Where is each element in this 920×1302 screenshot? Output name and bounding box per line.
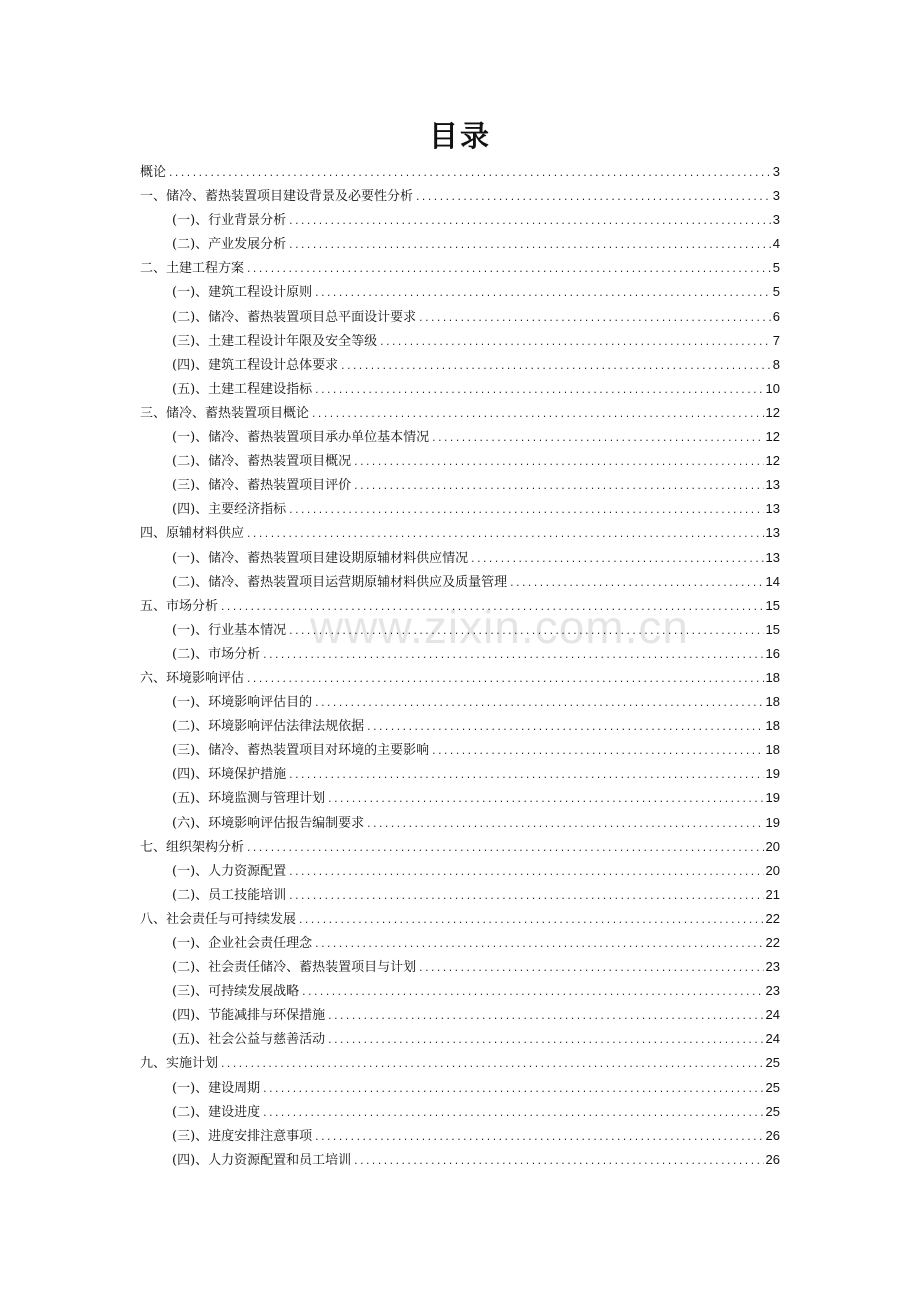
toc-entry-label: (四)、建筑工程设计总体要求 <box>172 357 339 373</box>
toc-entry-page-number: 10 <box>765 380 780 396</box>
toc-entry-label: (三)、储冷、蓄热装置项目对环境的主要影响 <box>172 743 430 759</box>
toc-entry-label: (三)、土建工程设计年限及安全等级 <box>172 333 378 349</box>
dot-leader <box>340 355 771 379</box>
dot-leader <box>353 475 763 499</box>
toc-entry-page-number: 3 <box>772 212 780 228</box>
toc-entry-page-number: 13 <box>765 549 780 565</box>
toc-entry-page-number: 24 <box>765 1007 780 1023</box>
toc-section-entry[interactable] <box>140 497 780 521</box>
toc-section-entry[interactable] <box>140 883 780 907</box>
toc-entry-label: (五)、环境监测与管理计划 <box>172 791 326 807</box>
toc-entry-page-number: 12 <box>765 404 780 420</box>
toc-section-entry[interactable] <box>140 280 780 304</box>
toc-entry-label: (四)、主要经济指标 <box>172 502 287 518</box>
dot-leader <box>288 210 771 234</box>
toc-entry-page-number: 18 <box>765 694 780 710</box>
toc-entry-page-number: 22 <box>765 935 780 950</box>
toc-entry-label: (一)、行业基本情况 <box>172 622 287 638</box>
dot-leader <box>366 813 763 837</box>
toc-entry-label: (一)、储冷、蓄热装置项目建设期原辅材料供应情况 <box>172 550 469 566</box>
toc-chapter-entry[interactable] <box>140 594 780 618</box>
toc-entry-page-number: 18 <box>765 742 780 758</box>
toc-entry-label: (二)、员工技能培训 <box>172 887 287 903</box>
dot-leader <box>298 909 764 933</box>
dot-leader <box>353 1150 763 1174</box>
toc-section-entry[interactable] <box>140 714 780 738</box>
toc-entry-page-number: 26 <box>765 1151 780 1167</box>
toc-section-entry[interactable] <box>140 642 780 666</box>
toc-entry-label: 二、土建工程方案 <box>140 261 245 277</box>
toc-entry-label: 三、储冷、蓄热装置项目概论 <box>140 405 310 421</box>
toc-entry-page-number: 19 <box>765 814 780 830</box>
watermark: www.zixin.com.cn <box>310 601 689 653</box>
dot-leader <box>288 885 763 909</box>
toc-chapter-entry[interactable] <box>140 521 780 545</box>
toc-section-entry[interactable] <box>140 208 780 232</box>
toc-entry-page-number: 19 <box>765 766 780 782</box>
toc-entry-label: 概论 <box>140 165 167 180</box>
toc-entry-label: 六、环境影响评估 <box>140 670 245 686</box>
dot-leader <box>288 764 763 788</box>
dot-leader <box>262 1102 763 1126</box>
toc-entry-label: 九、实施计划 <box>140 1056 219 1072</box>
dot-leader <box>314 379 763 403</box>
toc-entry-label: (二)、储冷、蓄热装置项目概况 <box>172 454 352 470</box>
toc-chapter-entry[interactable] <box>140 256 780 280</box>
toc-entry-page-number: 14 <box>765 573 780 589</box>
toc-entry-label: (三)、储冷、蓄热装置项目评价 <box>172 478 352 494</box>
toc-entry-page-number: 6 <box>772 308 780 324</box>
dot-leader <box>509 572 763 596</box>
dot-leader <box>327 1005 763 1029</box>
toc-section-entry[interactable] <box>140 738 780 762</box>
toc-entry-page-number: 7 <box>772 332 780 348</box>
toc-entry-page-number: 18 <box>765 669 780 685</box>
toc-entry-page-number: 5 <box>772 284 780 300</box>
dot-leader <box>379 331 771 355</box>
dot-leader <box>246 837 764 861</box>
toc-entry-page-number: 12 <box>765 453 780 469</box>
toc-entry-page-number: 23 <box>765 983 780 999</box>
dot-leader <box>246 523 764 547</box>
toc-entry-label: (一)、建筑工程设计原则 <box>172 285 313 301</box>
toc-entry-label: (一)、储冷、蓄热装置项目承办单位基本情况 <box>172 430 430 446</box>
toc-entry-page-number: 23 <box>765 959 780 975</box>
dot-leader <box>314 1126 763 1150</box>
toc-entry-label: (一)、人力资源配置 <box>172 863 287 879</box>
dot-leader <box>327 1029 763 1053</box>
toc-entry-page-number: 4 <box>772 236 780 252</box>
toc-entry-page-number: 15 <box>765 597 780 613</box>
toc-entry-page-number: 24 <box>765 1031 780 1047</box>
toc-entry-page-number: 25 <box>765 1103 780 1119</box>
toc-entry-label: (二)、产业发展分析 <box>172 237 287 253</box>
toc-entry-page-number: 20 <box>765 862 780 878</box>
dot-leader <box>418 307 771 331</box>
toc-entry-page-number: 25 <box>765 1079 780 1095</box>
toc-chapter-entry[interactable] <box>140 160 780 184</box>
toc-entry-label: (二)、环境影响评估法律法规依据 <box>172 719 365 735</box>
dot-leader <box>262 644 763 668</box>
dot-leader <box>301 981 763 1005</box>
dot-leader <box>168 162 771 186</box>
toc-section-entry[interactable] <box>140 1124 780 1148</box>
toc-entry-page-number: 12 <box>765 429 780 445</box>
toc-section-entry[interactable] <box>140 690 780 714</box>
toc-section-entry[interactable] <box>140 1148 780 1172</box>
toc-entry-page-number: 26 <box>765 1127 780 1143</box>
toc-section-entry[interactable] <box>140 618 780 642</box>
dot-leader <box>431 740 763 764</box>
toc-entry-page-number: 18 <box>765 718 780 734</box>
toc-section-entry[interactable] <box>140 859 780 883</box>
toc-entry-label: (一)、环境影响评估目的 <box>172 695 313 711</box>
toc-entry-label: (四)、节能减排与环保措施 <box>172 1008 326 1024</box>
toc-entry-label: 八、社会责任与可持续发展 <box>140 911 297 927</box>
dot-leader <box>288 620 763 644</box>
toc-section-entry[interactable] <box>140 232 780 256</box>
toc-entry-page-number: 20 <box>765 838 780 854</box>
toc-section-entry[interactable] <box>140 570 780 594</box>
toc-entry-label: 一、储冷、蓄热装置项目建设背景及必要性分析 <box>140 189 414 205</box>
toc-entry-page-number: 13 <box>765 501 780 517</box>
toc-entry-label: (三)、进度安排注意事项 <box>172 1128 313 1144</box>
toc-entry-page-number: 16 <box>765 645 780 661</box>
toc-entry-page-number: 3 <box>772 188 780 204</box>
dot-leader <box>314 933 763 957</box>
toc-section-entry[interactable] <box>140 449 780 473</box>
dot-leader <box>220 596 764 620</box>
toc-entry-page-number: 22 <box>765 910 780 926</box>
toc-section-entry[interactable] <box>140 305 780 329</box>
toc-section-entry[interactable] <box>140 979 780 1003</box>
toc-chapter-entry[interactable] <box>140 184 780 208</box>
dot-leader <box>431 427 763 451</box>
toc-chapter-entry[interactable] <box>140 907 780 931</box>
table-of-contents <box>140 160 780 1172</box>
dot-leader <box>220 1053 764 1077</box>
toc-section-entry[interactable] <box>140 1100 780 1124</box>
toc-section-entry[interactable] <box>140 931 780 955</box>
dot-leader <box>246 668 764 692</box>
toc-section-entry[interactable] <box>140 1076 780 1100</box>
toc-entry-label: (二)、社会责任储冷、蓄热装置项目与计划 <box>172 960 417 976</box>
toc-section-entry[interactable] <box>140 329 780 353</box>
toc-entry-label: (一)、建设周期 <box>172 1080 261 1096</box>
toc-entry-page-number: 13 <box>765 477 780 493</box>
toc-entry-label: (六)、环境影响评估报告编制要求 <box>172 815 365 831</box>
toc-entry-page-number: 21 <box>765 886 780 902</box>
toc-entry-label: 七、组织架构分析 <box>140 839 245 855</box>
dot-leader <box>314 282 771 306</box>
toc-entry-label: (三)、可持续发展战略 <box>172 984 300 1000</box>
dot-leader <box>327 788 763 812</box>
dot-leader <box>314 692 763 716</box>
toc-entry-page-number: 19 <box>765 790 780 806</box>
dot-leader <box>288 861 763 885</box>
toc-entry-label: (二)、储冷、蓄热装置项目运营期原辅材料供应及质量管理 <box>172 574 508 590</box>
dot-leader <box>288 499 763 523</box>
dot-leader <box>262 1078 763 1102</box>
toc-entry-label: (五)、社会公益与慈善活动 <box>172 1032 326 1048</box>
toc-entry-label: (二)、建设进度 <box>172 1104 261 1120</box>
dot-leader <box>246 258 771 282</box>
toc-title: 目录 <box>428 119 491 153</box>
toc-entry-label: (二)、储冷、蓄热装置项目总平面设计要求 <box>172 309 417 325</box>
toc-entry-label: (二)、市场分析 <box>172 646 261 662</box>
dot-leader <box>288 234 771 258</box>
toc-entry-page-number: 3 <box>772 164 780 179</box>
toc-chapter-entry[interactable] <box>140 835 780 859</box>
toc-entry-page-number: 5 <box>772 260 780 276</box>
toc-chapter-entry[interactable] <box>140 1051 780 1075</box>
toc-section-entry[interactable] <box>140 955 780 979</box>
toc-entry-page-number: 15 <box>765 621 780 637</box>
toc-section-entry[interactable] <box>140 546 780 570</box>
toc-section-entry[interactable] <box>140 762 780 786</box>
toc-entry-label: 四、原辅材料供应 <box>140 526 245 542</box>
toc-section-entry[interactable] <box>140 425 780 449</box>
dot-leader <box>311 403 764 427</box>
toc-section-entry[interactable] <box>140 1027 780 1051</box>
toc-entry-label: (五)、土建工程建设指标 <box>172 381 313 397</box>
toc-entry-label: 五、市场分析 <box>140 598 219 614</box>
toc-chapter-entry[interactable] <box>140 666 780 690</box>
toc-section-entry[interactable] <box>140 353 780 377</box>
toc-section-entry[interactable] <box>140 786 780 810</box>
toc-entry-page-number: 25 <box>765 1055 780 1071</box>
toc-entry-label: (四)、人力资源配置和员工培训 <box>172 1152 352 1168</box>
toc-entry-label: (一)、企业社会责任理念 <box>172 936 313 951</box>
dot-leader <box>415 186 771 210</box>
toc-chapter-entry[interactable] <box>140 401 780 425</box>
toc-section-entry[interactable] <box>140 473 780 497</box>
toc-entry-label: (一)、行业背景分析 <box>172 213 287 229</box>
dot-leader <box>470 548 763 572</box>
toc-section-entry[interactable] <box>140 1003 780 1027</box>
dot-leader <box>366 716 763 740</box>
toc-section-entry[interactable] <box>140 811 780 835</box>
dot-leader <box>418 957 763 981</box>
dot-leader <box>353 451 763 475</box>
toc-entry-page-number: 8 <box>772 356 780 372</box>
toc-entry-page-number: 13 <box>765 525 780 541</box>
toc-entry-label: (四)、环境保护措施 <box>172 767 287 783</box>
toc-section-entry[interactable] <box>140 377 780 401</box>
